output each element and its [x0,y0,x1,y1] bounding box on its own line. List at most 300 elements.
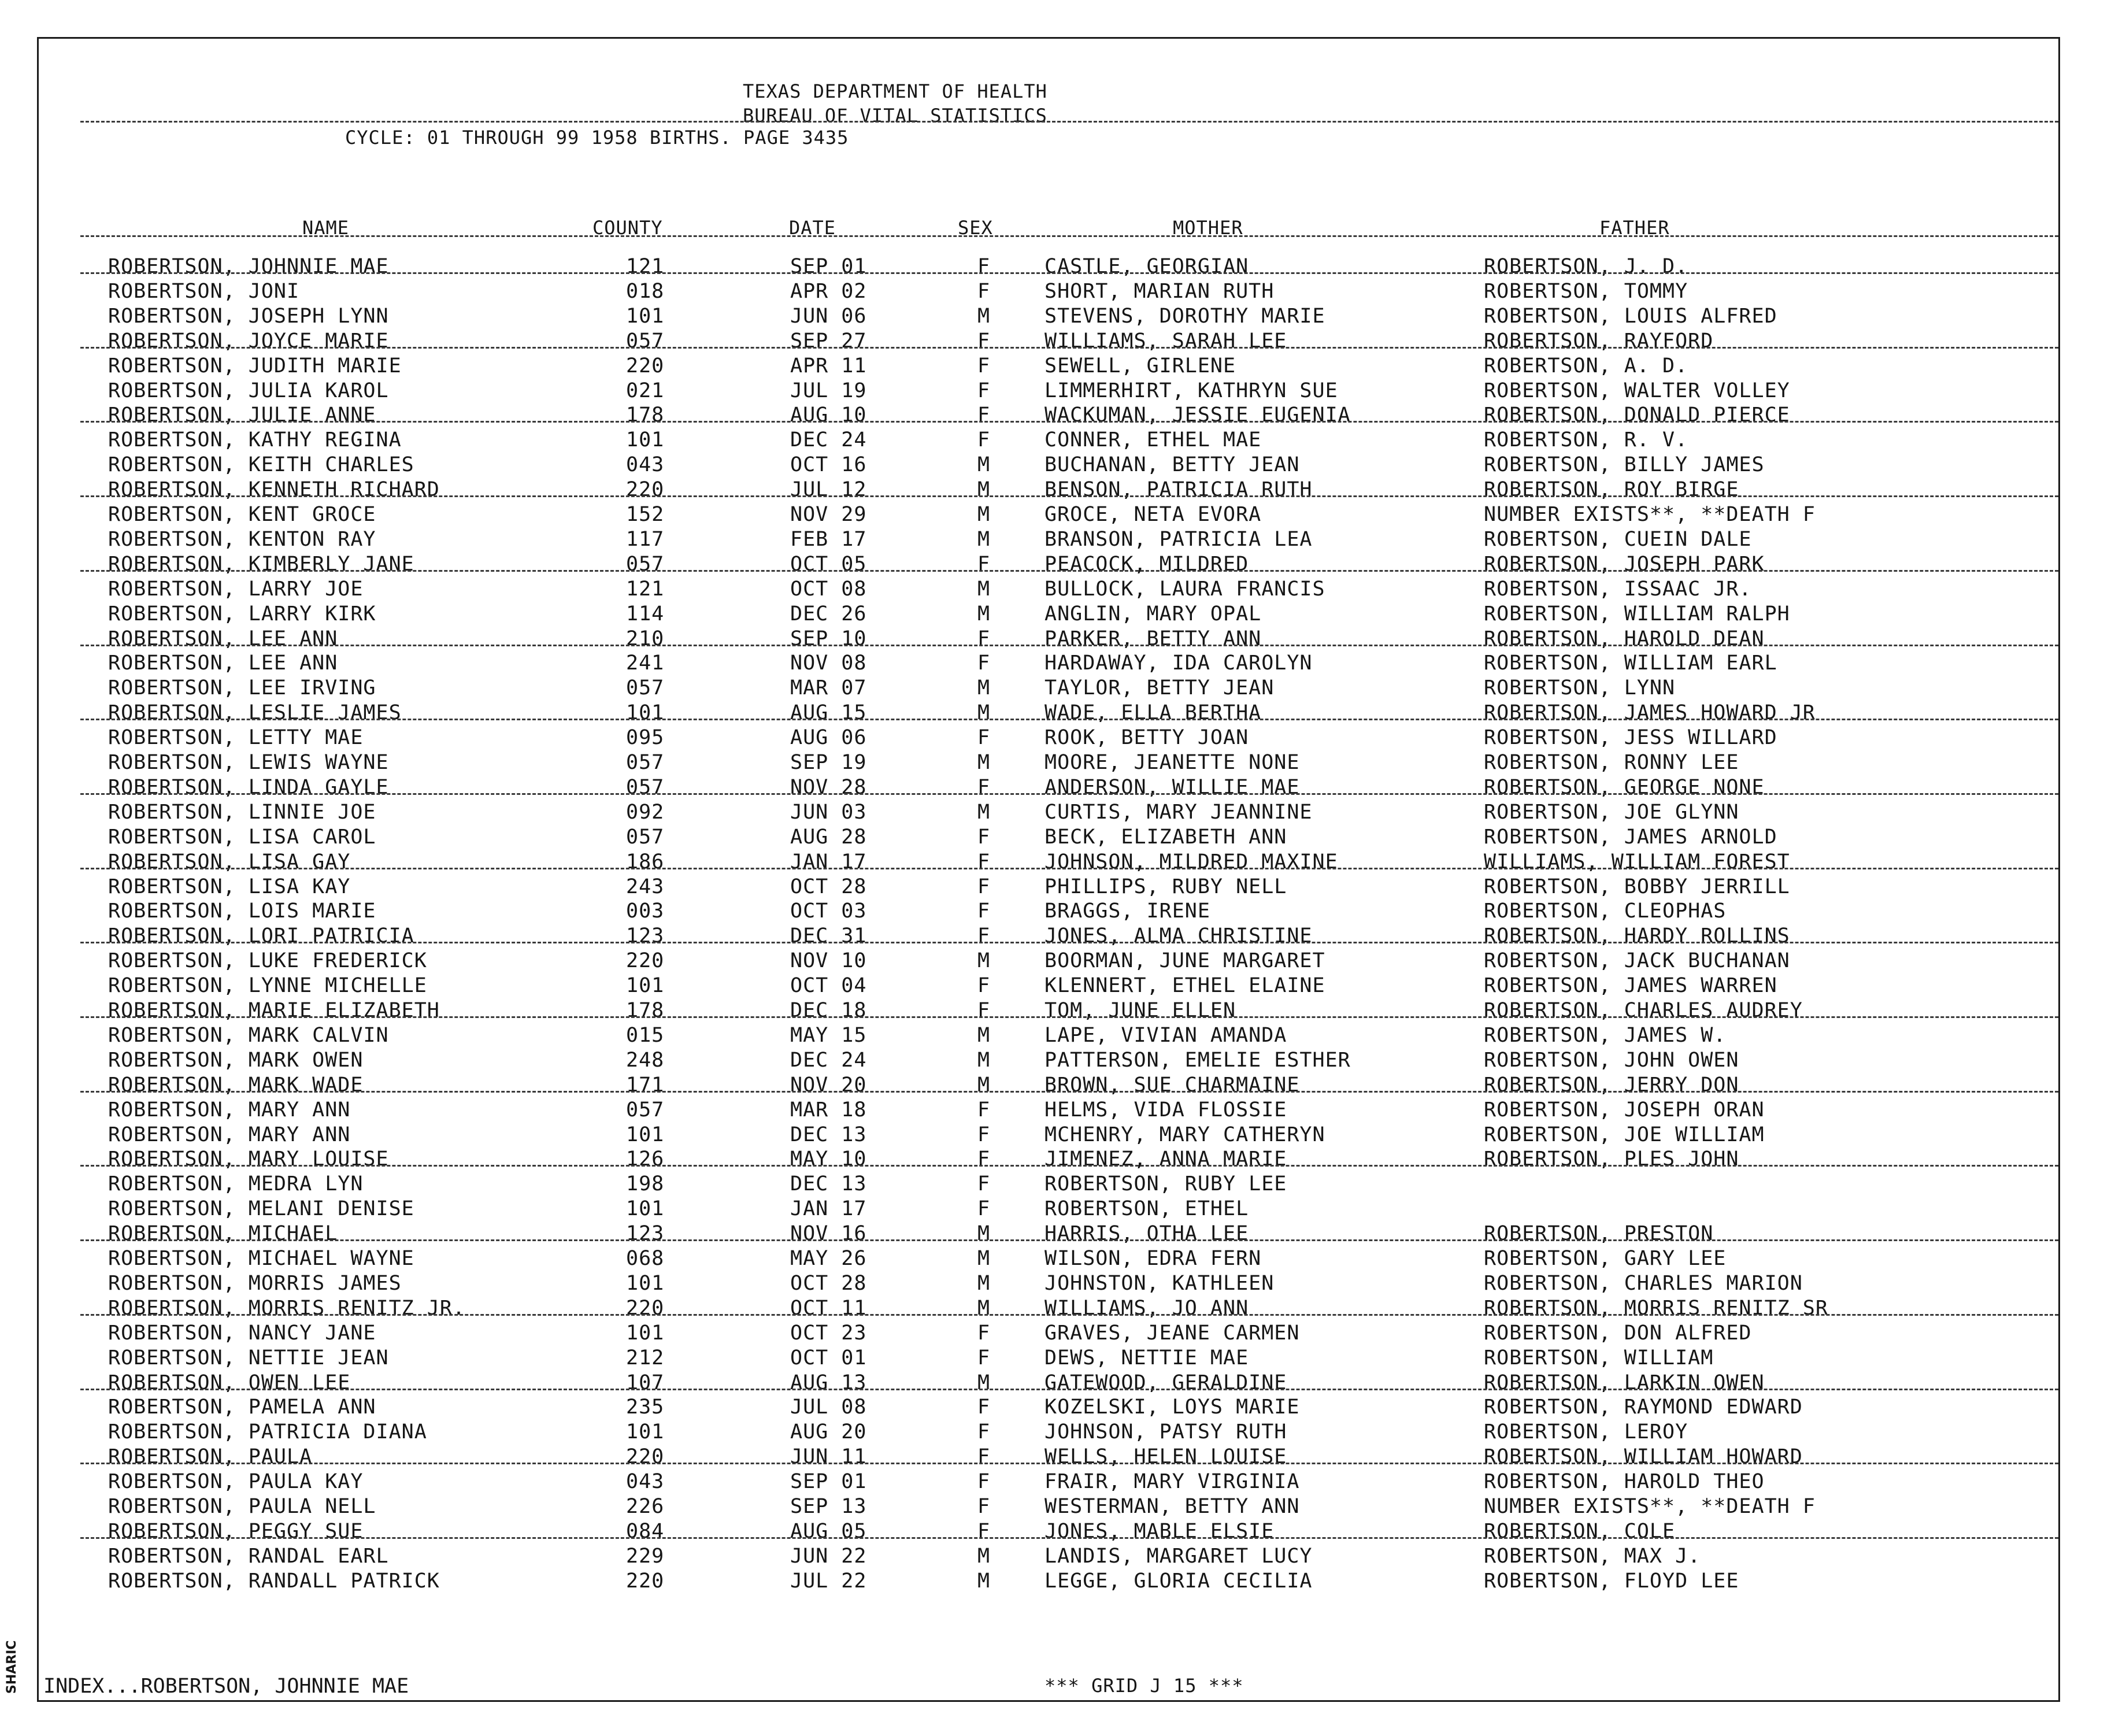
record-date: SEP 10 [790,627,867,650]
record-name: ROBERTSON, MICHAEL [108,1222,338,1246]
table-row [39,255,2058,280]
record-county: 226 [626,1495,665,1518]
record-date: JUL 22 [790,1569,867,1593]
record-father: ROBERTSON, ISSAAC JR. [1484,577,1752,601]
record-mother: GATEWOOD, GERALDINE [1044,1371,1287,1394]
record-father: ROBERTSON, GEORGE NONE [1484,775,1765,799]
record-name: ROBERTSON, JULIA KAROL [108,379,389,402]
record-date: NOV 16 [790,1222,867,1246]
record-mother: BENSON, PATRICIA RUTH [1044,478,1313,502]
record-mother: WILLIAMS, SARAH LEE [1044,329,1287,353]
record-father: WILLIAMS, WILLIAM FOREST [1484,850,1790,873]
table-row [39,1322,2058,1346]
record-father: ROBERTSON, HAROLD DEAN [1484,627,1765,650]
record-sex: F [977,279,991,303]
record-sex: F [977,1123,991,1146]
record-county: 057 [626,775,665,799]
record-mother: FRAIR, MARY VIRGINIA [1044,1470,1300,1494]
record-mother: KLENNERT, ETHEL ELAINE [1044,974,1325,998]
record-county: 101 [626,304,665,328]
record-sex: M [977,800,991,824]
record-name: ROBERTSON, KATHY REGINA [108,428,402,452]
record-county: 101 [626,1321,665,1345]
record-date: OCT 04 [790,974,867,998]
record-name: ROBERTSON, MORRIS RENITZ JR. [108,1296,466,1320]
record-name: ROBERTSON, KENNETH RICHARD [108,478,440,502]
record-mother: SEWELL, GIRLENE [1044,354,1236,377]
record-date: NOV 28 [790,775,867,799]
record-date: SEP 27 [790,329,867,353]
table-row [39,900,2058,924]
record-father: ROBERTSON, PLES JOHN [1484,1148,1739,1171]
record-name: ROBERTSON, PAULA KAY [108,1470,364,1494]
record-name: ROBERTSON, PAULA [108,1445,313,1469]
record-mother: GROCE, NETA EVORA [1044,503,1262,526]
record-father: ROBERTSON, JAMES WARREN [1484,974,1777,998]
record-date: MAY 26 [790,1247,867,1270]
record-name: ROBERTSON, LEE IRVING [108,676,376,700]
column-header-county: COUNTY [592,217,663,239]
record-date: NOV 20 [790,1073,867,1097]
record-date: DEC 31 [790,924,867,948]
record-county: 229 [626,1544,665,1568]
record-date: OCT 01 [790,1346,867,1369]
record-sex: F [977,850,991,873]
record-name: ROBERTSON, PEGGY SUE [108,1519,364,1543]
record-mother: LIMMERHIRT, KATHRYN SUE [1044,379,1338,402]
record-date: SEP 01 [790,255,867,278]
record-date: SEP 19 [790,751,867,774]
record-date: NOV 10 [790,949,867,973]
record-mother: KOZELSKI, LOYS MARIE [1044,1396,1300,1419]
record-date: JUL 08 [790,1396,867,1419]
record-name: ROBERTSON, PATRICIA DIANA [108,1420,427,1444]
record-name: ROBERTSON, MEDRA LYN [108,1172,364,1196]
record-father: ROBERTSON, LOUIS ALFRED [1484,304,1777,328]
record-name: ROBERTSON, JONI [108,279,300,303]
record-date: MAY 15 [790,1023,867,1047]
record-county: 210 [626,627,665,650]
record-county: 152 [626,503,665,526]
record-sex: F [977,428,991,452]
table-row [39,1495,2058,1520]
record-mother: JIMENEZ, ANNA MARIE [1044,1148,1287,1171]
record-father: ROBERTSON, HARDY ROLLINS [1484,924,1790,948]
record-sex: M [977,1271,991,1295]
record-mother: WESTERMAN, BETTY ANN [1044,1495,1300,1518]
record-county: 178 [626,999,665,1022]
record-name: ROBERTSON, JOYCE MARIE [108,329,389,353]
record-mother: WILSON, EDRA FERN [1044,1247,1262,1270]
birth-index-sheet [37,37,2060,1702]
table-row [39,1396,2058,1420]
record-county: 121 [626,577,665,601]
record-county: 198 [626,1172,665,1196]
column-header-date: DATE [789,217,836,239]
table-row [39,726,2058,751]
table-row [39,652,2058,676]
record-county: 101 [626,974,665,998]
record-date: OCT 11 [790,1296,867,1320]
column-header-rule [80,235,2058,237]
record-sex: F [977,1321,991,1345]
record-county: 123 [626,924,665,948]
table-row [39,1570,2058,1594]
record-mother: BRAGGS, IRENE [1044,900,1210,923]
record-father: ROBERTSON, CHARLES AUDREY [1484,999,1803,1022]
record-sex: F [977,627,991,650]
record-county: 092 [626,800,665,824]
record-mother: WADE, ELLA BERTHA [1044,701,1262,725]
table-row [39,404,2058,428]
record-mother: TOM, JUNE ELLEN [1044,999,1236,1022]
record-date: JUN 11 [790,1445,867,1469]
table-row [39,999,2058,1024]
record-sex: F [977,924,991,948]
record-county: 114 [626,602,665,625]
record-county: 220 [626,1296,665,1320]
record-date: OCT 05 [790,552,867,576]
record-name: ROBERTSON, PAMELA ANN [108,1396,376,1419]
record-sex: F [977,1396,991,1419]
record-name: ROBERTSON, MORRIS JAMES [108,1271,402,1295]
record-mother: JOHNSON, MILDRED MAXINE [1044,850,1338,873]
table-row [39,330,2058,354]
record-name: ROBERTSON, RANDAL EARL [108,1544,389,1568]
record-date: DEC 13 [790,1123,867,1146]
record-sex: F [977,1098,991,1121]
record-date: AUG 10 [790,404,867,427]
record-date: NOV 08 [790,652,867,675]
record-father: ROBERTSON, JOHN OWEN [1484,1048,1739,1072]
record-date: JAN 17 [790,1197,867,1221]
record-county: 101 [626,1197,665,1221]
record-county: 117 [626,527,665,551]
record-name: ROBERTSON, MARK CALVIN [108,1023,389,1047]
record-sex: M [977,1048,991,1072]
table-row [39,1049,2058,1074]
record-date: AUG 20 [790,1420,867,1444]
record-father: ROBERTSON, TOMMY [1484,279,1688,303]
record-father: ROBERTSON, HAROLD THEO [1484,1470,1765,1494]
record-sex: F [977,1148,991,1171]
record-sex: F [977,1445,991,1469]
record-father: ROBERTSON, BOBBY JERRILL [1484,875,1790,898]
record-mother: JONES, ALMA CHRISTINE [1044,924,1313,948]
record-county: 220 [626,949,665,973]
record-father: ROBERTSON, J. D. [1484,255,1688,278]
record-father: ROBERTSON, JOE GLYNN [1484,800,1739,824]
column-header-mother: MOTHER [1173,217,1243,239]
record-father: ROBERTSON, WILLIAM RALPH [1484,602,1790,625]
table-row [39,1024,2058,1049]
record-name: ROBERTSON, LORI PATRICIA [108,924,414,948]
record-mother: MOORE, JEANETTE NONE [1044,751,1300,774]
record-sex: F [977,1519,991,1543]
record-mother: WACKUMAN, JESSIE EUGENIA [1044,404,1351,427]
table-row [39,1123,2058,1148]
record-father: NUMBER EXISTS**, **DEATH F [1484,1495,1816,1518]
record-mother: BRANSON, PATRICIA LEA [1044,527,1313,551]
record-mother: CASTLE, GEORGIAN [1044,255,1249,278]
record-date: JUL 19 [790,379,867,402]
table-row [39,875,2058,900]
record-mother: DEWS, NETTIE MAE [1044,1346,1249,1369]
record-name: ROBERTSON, LEWIS WAYNE [108,751,389,774]
record-county: 101 [626,1123,665,1146]
record-father: ROBERTSON, JACK BUCHANAN [1484,949,1790,973]
table-row [39,478,2058,503]
record-sex: F [977,404,991,427]
record-mother: BOORMAN, JUNE MARGARET [1044,949,1325,973]
record-mother: LANDIS, MARGARET LUCY [1044,1544,1313,1568]
record-name: ROBERTSON, KENT GROCE [108,503,376,526]
record-date: JUN 22 [790,1544,867,1568]
record-mother: LAPE, VIVIAN AMANDA [1044,1023,1287,1047]
record-date: OCT 23 [790,1321,867,1345]
record-sex: F [977,329,991,353]
record-county: 057 [626,1098,665,1121]
record-county: 057 [626,676,665,700]
record-mother: WELLS, HELEN LOUISE [1044,1445,1287,1469]
record-sex: M [977,577,991,601]
table-row [39,1297,2058,1322]
record-county: 057 [626,329,665,353]
record-father: ROBERTSON, JOSEPH ORAN [1484,1098,1765,1121]
record-county: 235 [626,1396,665,1419]
record-mother: HARDAWAY, IDA CAROLYN [1044,652,1313,675]
record-father: ROBERTSON, GARY LEE [1484,1247,1727,1270]
record-date: APR 02 [790,279,867,303]
record-county: 178 [626,404,665,427]
record-name: ROBERTSON, LETTY MAE [108,726,364,750]
record-father: ROBERTSON, CLEOPHAS [1484,900,1727,923]
record-mother: JOHNSTON, KATHLEEN [1044,1271,1275,1295]
record-sex: F [977,1420,991,1444]
record-name: ROBERTSON, KIMBERLY JANE [108,552,414,576]
record-county: 101 [626,1271,665,1295]
record-sex: F [977,974,991,998]
record-date: DEC 13 [790,1172,867,1196]
record-date: OCT 08 [790,577,867,601]
record-date: DEC 24 [790,1048,867,1072]
header-rule-top [80,121,2058,123]
record-father: ROBERTSON, ROY BIRGE [1484,478,1739,502]
record-sex: F [977,652,991,675]
table-row [39,428,2058,453]
record-date: SEP 13 [790,1495,867,1518]
record-county: 057 [626,751,665,774]
index-footer: INDEX...ROBERTSON, JOHNNIE MAE [43,1675,409,1698]
record-father: ROBERTSON, LYNN [1484,676,1676,700]
record-sex: M [977,1023,991,1047]
record-county: 212 [626,1346,665,1369]
record-father: ROBERTSON, CHARLES MARION [1484,1271,1803,1295]
record-county: 243 [626,875,665,898]
record-county: 220 [626,478,665,502]
record-sex: M [977,602,991,625]
record-mother: ROBERTSON, ETHEL [1044,1197,1249,1221]
record-sex: F [977,726,991,750]
table-row [39,1545,2058,1570]
table-row [39,1520,2058,1545]
table-row [39,949,2058,974]
record-father: ROBERTSON, PRESTON [1484,1222,1714,1246]
record-mother: CONNER, ETHEL MAE [1044,428,1262,452]
column-header-father: FATHER [1599,217,1670,239]
record-name: ROBERTSON, KEITH CHARLES [108,453,414,477]
bureau-title: BUREAU OF VITAL STATISTICS [743,105,1047,127]
record-county: 101 [626,701,665,725]
record-father: ROBERTSON, JOSEPH PARK [1484,552,1765,576]
record-county: 015 [626,1023,665,1047]
record-father: ROBERTSON, JESS WILLARD [1484,726,1777,750]
table-row [39,1445,2058,1470]
record-date: DEC 26 [790,602,867,625]
record-county: 043 [626,453,665,477]
record-sex: M [977,1222,991,1246]
record-county: 021 [626,379,665,402]
record-name: ROBERTSON, MARY ANN [108,1123,351,1146]
record-father: ROBERTSON, WILLIAM EARL [1484,652,1777,675]
record-name: ROBERTSON, MARY ANN [108,1098,351,1121]
record-mother: PEACOCK, MILDRED [1044,552,1249,576]
record-sex: M [977,751,991,774]
record-name: ROBERTSON, PAULA NELL [108,1495,376,1518]
record-sex: F [977,900,991,923]
record-father: ROBERTSON, WILLIAM [1484,1346,1714,1369]
record-mother: ROOK, BETTY JOAN [1044,726,1249,750]
record-sex: F [977,999,991,1022]
table-row [39,1148,2058,1172]
record-county: 084 [626,1519,665,1543]
record-date: DEC 24 [790,428,867,452]
record-date: AUG 13 [790,1371,867,1394]
record-name: ROBERTSON, LINDA GAYLE [108,775,389,799]
record-date: OCT 16 [790,453,867,477]
record-mother: HELMS, VIDA FLOSSIE [1044,1098,1287,1121]
record-mother: HARRIS, OTHA LEE [1044,1222,1249,1246]
record-date: JUL 12 [790,478,867,502]
table-row [39,1420,2058,1445]
record-sex: M [977,503,991,526]
record-father: ROBERTSON, JAMES ARNOLD [1484,825,1777,849]
record-date: AUG 15 [790,701,867,725]
record-name: ROBERTSON, LISA KAY [108,875,351,898]
record-father: ROBERTSON, WALTER VOLLEY [1484,379,1790,402]
record-county: 121 [626,255,665,278]
record-name: ROBERTSON, LUKE FREDERICK [108,949,427,973]
record-sex: F [977,379,991,402]
record-county: 107 [626,1371,665,1394]
record-mother: PARKER, BETTY ANN [1044,627,1262,650]
table-row [39,354,2058,379]
table-row [39,676,2058,701]
record-date: JAN 17 [790,850,867,873]
record-father: ROBERTSON, DONALD PIERCE [1484,404,1790,427]
table-row [39,701,2058,726]
table-row [39,305,2058,330]
record-date: JUN 03 [790,800,867,824]
record-mother: BULLOCK, LAURA FRANCIS [1044,577,1325,601]
column-header-name: NAME [302,217,350,239]
record-mother: JOHNSON, PATSY RUTH [1044,1420,1287,1444]
record-date: SEP 01 [790,1470,867,1494]
record-date: MAY 10 [790,1148,867,1171]
record-county: 220 [626,1569,665,1593]
record-mother: BUCHANAN, BETTY JEAN [1044,453,1300,477]
table-row [39,453,2058,478]
record-father: ROBERTSON, JOE WILLIAM [1484,1123,1765,1146]
table-row [39,503,2058,528]
side-label: SHARIC [5,1640,19,1694]
record-mother: JONES, MABLE ELSIE [1044,1519,1275,1543]
record-county: 171 [626,1073,665,1097]
record-date: OCT 28 [790,1271,867,1295]
record-name: ROBERTSON, MARY LOUISE [108,1148,389,1171]
record-name: ROBERTSON, OWEN LEE [108,1371,351,1394]
record-name: ROBERTSON, NANCY JANE [108,1321,376,1345]
record-sex: F [977,552,991,576]
record-county: 101 [626,428,665,452]
record-father: ROBERTSON, CUEIN DALE [1484,527,1752,551]
record-name: ROBERTSON, MARIE ELIZABETH [108,999,440,1022]
table-row [39,528,2058,553]
record-mother: BECK, ELIZABETH ANN [1044,825,1287,849]
record-mother: ANGLIN, MARY OPAL [1044,602,1262,625]
record-county: 186 [626,850,665,873]
record-sex: F [977,1172,991,1196]
table-row [39,1172,2058,1197]
table-row [39,280,2058,305]
record-sex: M [977,701,991,725]
record-name: ROBERTSON, LESLIE JAMES [108,701,402,725]
record-date: DEC 18 [790,999,867,1022]
record-sex: F [977,1470,991,1494]
record-mother: PHILLIPS, RUBY NELL [1044,875,1287,898]
record-father: ROBERTSON, JERRY DON [1484,1073,1739,1097]
record-date: NOV 29 [790,503,867,526]
record-county: 057 [626,825,665,849]
record-name: ROBERTSON, KENTON RAY [108,527,376,551]
record-father: ROBERTSON, MAX J. [1484,1544,1701,1568]
record-name: ROBERTSON, RANDALL PATRICK [108,1569,440,1593]
table-row [39,602,2058,627]
record-county: 101 [626,1420,665,1444]
table-row [39,751,2058,776]
record-county: 043 [626,1470,665,1494]
record-father: ROBERTSON, LEROY [1484,1420,1688,1444]
record-mother: MCHENRY, MARY CATHERYN [1044,1123,1325,1146]
record-date: APR 11 [790,354,867,377]
grid-footer: *** GRID J 15 *** [1044,1675,1244,1697]
record-sex: F [977,1197,991,1221]
record-name: ROBERTSON, JUDITH MARIE [108,354,402,377]
record-mother: ROBERTSON, RUBY LEE [1044,1172,1287,1196]
record-mother: BROWN, SUE CHARMAINE [1044,1073,1300,1097]
table-row [39,1197,2058,1222]
record-father: ROBERTSON, R. V. [1484,428,1688,452]
record-county: 123 [626,1222,665,1246]
agency-title: TEXAS DEPARTMENT OF HEALTH [743,80,1047,102]
record-sex: F [977,354,991,377]
record-name: ROBERTSON, LARRY KIRK [108,602,376,625]
record-date: OCT 03 [790,900,867,923]
record-county: 220 [626,354,665,377]
record-county: 068 [626,1247,665,1270]
table-row [39,1371,2058,1396]
record-date: AUG 06 [790,726,867,750]
